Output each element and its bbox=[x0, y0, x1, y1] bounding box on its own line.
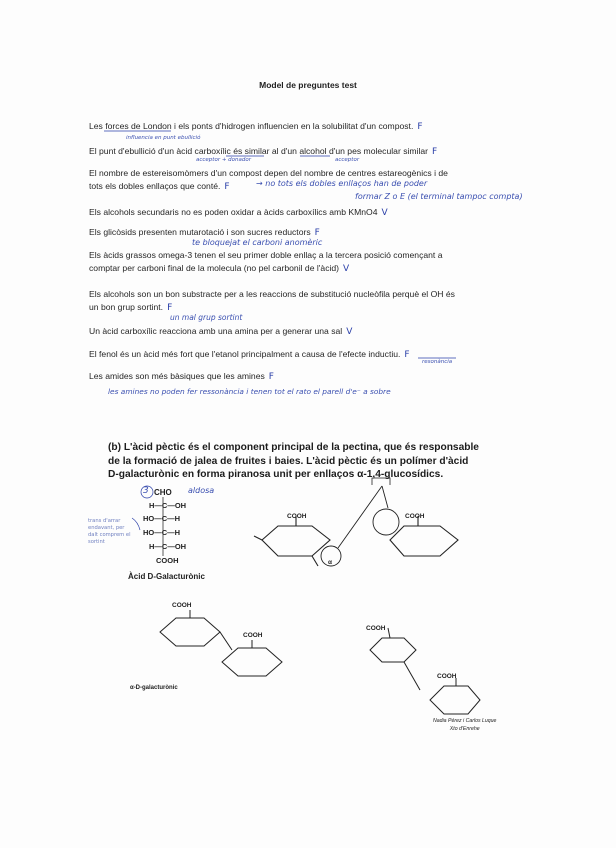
question-4-text: Els alcohols secundaris no es poden oxidar a àcids carboxílics amb KMnO4 bbox=[89, 207, 378, 217]
chain-ring-1 bbox=[160, 618, 220, 646]
alpha-bracket bbox=[372, 478, 390, 485]
haworth-2-cooh: COOH bbox=[405, 513, 425, 520]
question-10-answer: F bbox=[268, 372, 274, 382]
ring1-oh-left bbox=[254, 536, 262, 540]
note-acceptor-donor: acceptor + donador bbox=[196, 157, 252, 163]
fischer-cho: CHO bbox=[154, 488, 172, 497]
haworth-ring-2 bbox=[390, 526, 458, 556]
link-arrow-1 bbox=[338, 486, 382, 548]
fischer-label: Àcid D-Galacturònic bbox=[128, 572, 205, 581]
bottom-right-cooh: COOH bbox=[366, 625, 386, 632]
question-1-text: Les forces de London i els ponts d'hidrogen influencien en la solubilitat d'un compost. bbox=[89, 121, 414, 131]
margin-note-line: sortint bbox=[88, 539, 105, 545]
ring2-circle bbox=[373, 509, 399, 535]
note-acceptor: acceptor bbox=[335, 157, 360, 163]
question-5-text: Els glicòsids presenten mutarotació i son sucres reductors bbox=[89, 227, 311, 237]
bottom-right-cooh-2: COOH bbox=[437, 673, 457, 680]
question-7-line1: Els alcohols son un bon substracte per a les reaccions de substitució nucleòfila perquè el OH és bbox=[89, 289, 455, 299]
question-3-answer: F bbox=[224, 182, 230, 192]
margin-note-line: dalt comprem el bbox=[88, 532, 131, 538]
question-7-line2: un bon grup sortint. bbox=[89, 302, 164, 312]
fischer-row-4: H—C—OH bbox=[149, 542, 187, 551]
haworth-1-cooh: COOH bbox=[287, 513, 307, 520]
question-10-text: Les amides son més bàsiques que les amines bbox=[89, 371, 265, 381]
page-title: Model de preguntes test bbox=[259, 80, 357, 90]
question-6-line2: comptar per carboni final de la molecula (no pel carbonil de l'àcid) bbox=[89, 263, 340, 273]
question-3-line1: El nombre de estereisomòmers d'un compost depen del nombre de centres estareogènics i de bbox=[89, 168, 448, 178]
disaccharide-ring-1 bbox=[370, 638, 416, 662]
question-1-answer: F bbox=[417, 122, 423, 132]
disaccharide-ring-2 bbox=[430, 686, 480, 714]
section-b-line1: (b) L'àcid pèctic és el component principal de la pectina, que és responsable bbox=[108, 442, 479, 453]
fischer-cooh: COOH bbox=[156, 556, 179, 565]
author-line-1: Nadia Pérez i Carlos Luque bbox=[433, 718, 497, 724]
fischer-row-1: H—C—OH bbox=[149, 501, 187, 510]
bottom-left-cooh: COOH bbox=[172, 602, 192, 609]
section-b-line3: D-galacturònic en forma piranosa unit per enllaços α-1,4-glucosídics. bbox=[108, 469, 444, 480]
note-aldose: aldosa bbox=[188, 486, 215, 495]
note-bad-leaving-group: un mal grup sortint bbox=[170, 313, 243, 322]
margin-note-line: trans d'arrar bbox=[88, 518, 121, 524]
question-9-answer: F bbox=[404, 350, 410, 360]
question-2-text: El punt d'ebullició d'un àcid carboxílic és similar al d'un alcohol d'un pes molecular similar bbox=[89, 146, 429, 156]
question-3-line2: tots els dobles enllaços que conté. bbox=[89, 181, 221, 191]
question-6-line1: Els àcids grassos omega-3 tenen el seu primer doble enllaç a la tercera posició començant a bbox=[89, 250, 443, 260]
section-b-line2: de la formació de jalea de fruites i baies. L'àcid pèctic és un polímer d'àcid bbox=[108, 455, 469, 467]
question-7-answer: F bbox=[167, 303, 173, 313]
alpha-d-galacturonic-label: α-D-galacturònic bbox=[130, 685, 178, 691]
margin-arrow bbox=[132, 518, 140, 530]
question-2-answer: F bbox=[432, 147, 438, 157]
fischer-row-3: HO—C—H bbox=[143, 528, 181, 537]
haworth-ring-1 bbox=[262, 526, 330, 556]
note-amines: les amines no poden fer ressonància i tenen tot el rato el parell d'e⁻ a sobre bbox=[108, 387, 391, 396]
bottom-left-cooh-2: COOH bbox=[243, 632, 263, 639]
question-6-answer: V bbox=[343, 264, 350, 274]
chain-ring-2 bbox=[222, 648, 282, 676]
ring1-circle bbox=[321, 546, 341, 566]
fischer-number-3: 3 bbox=[143, 486, 149, 496]
ring1-oh-bottom bbox=[312, 556, 318, 566]
disaccharide-link bbox=[404, 662, 420, 690]
note-resonance: resonància bbox=[422, 359, 453, 365]
note-z-e: formar Z o E (el terminal tampoc compta) bbox=[355, 192, 523, 201]
question-8-text: Un àcid carboxílic reacciona amb una amina per a generar una sal bbox=[89, 326, 343, 336]
margin-note-line: endavant, per bbox=[88, 525, 125, 531]
circle-3 bbox=[141, 486, 153, 498]
link-arrow-2 bbox=[382, 486, 388, 508]
note-double-bonds: → no tots els dobles enllaços han de poder bbox=[256, 179, 428, 188]
question-9-text: El fenol és un àcid més fort que l'etanol principalment a causa de l'efecte inductiu. bbox=[89, 349, 401, 359]
chain-link bbox=[220, 632, 232, 650]
question-4-answer: V bbox=[381, 208, 388, 218]
disaccharide-ring1-substituent bbox=[388, 628, 390, 638]
note-influence: influencia en punt ebullició bbox=[126, 135, 201, 141]
question-5-answer: F bbox=[314, 228, 320, 238]
alpha-label: α bbox=[328, 559, 332, 566]
fischer-row-2: HO—C—H bbox=[143, 514, 181, 523]
author-line-2: Xto d'Enrehe bbox=[449, 726, 480, 732]
note-anomeric: te bloquejat el carboni anomèric bbox=[192, 238, 323, 247]
question-8-answer: V bbox=[346, 327, 353, 337]
